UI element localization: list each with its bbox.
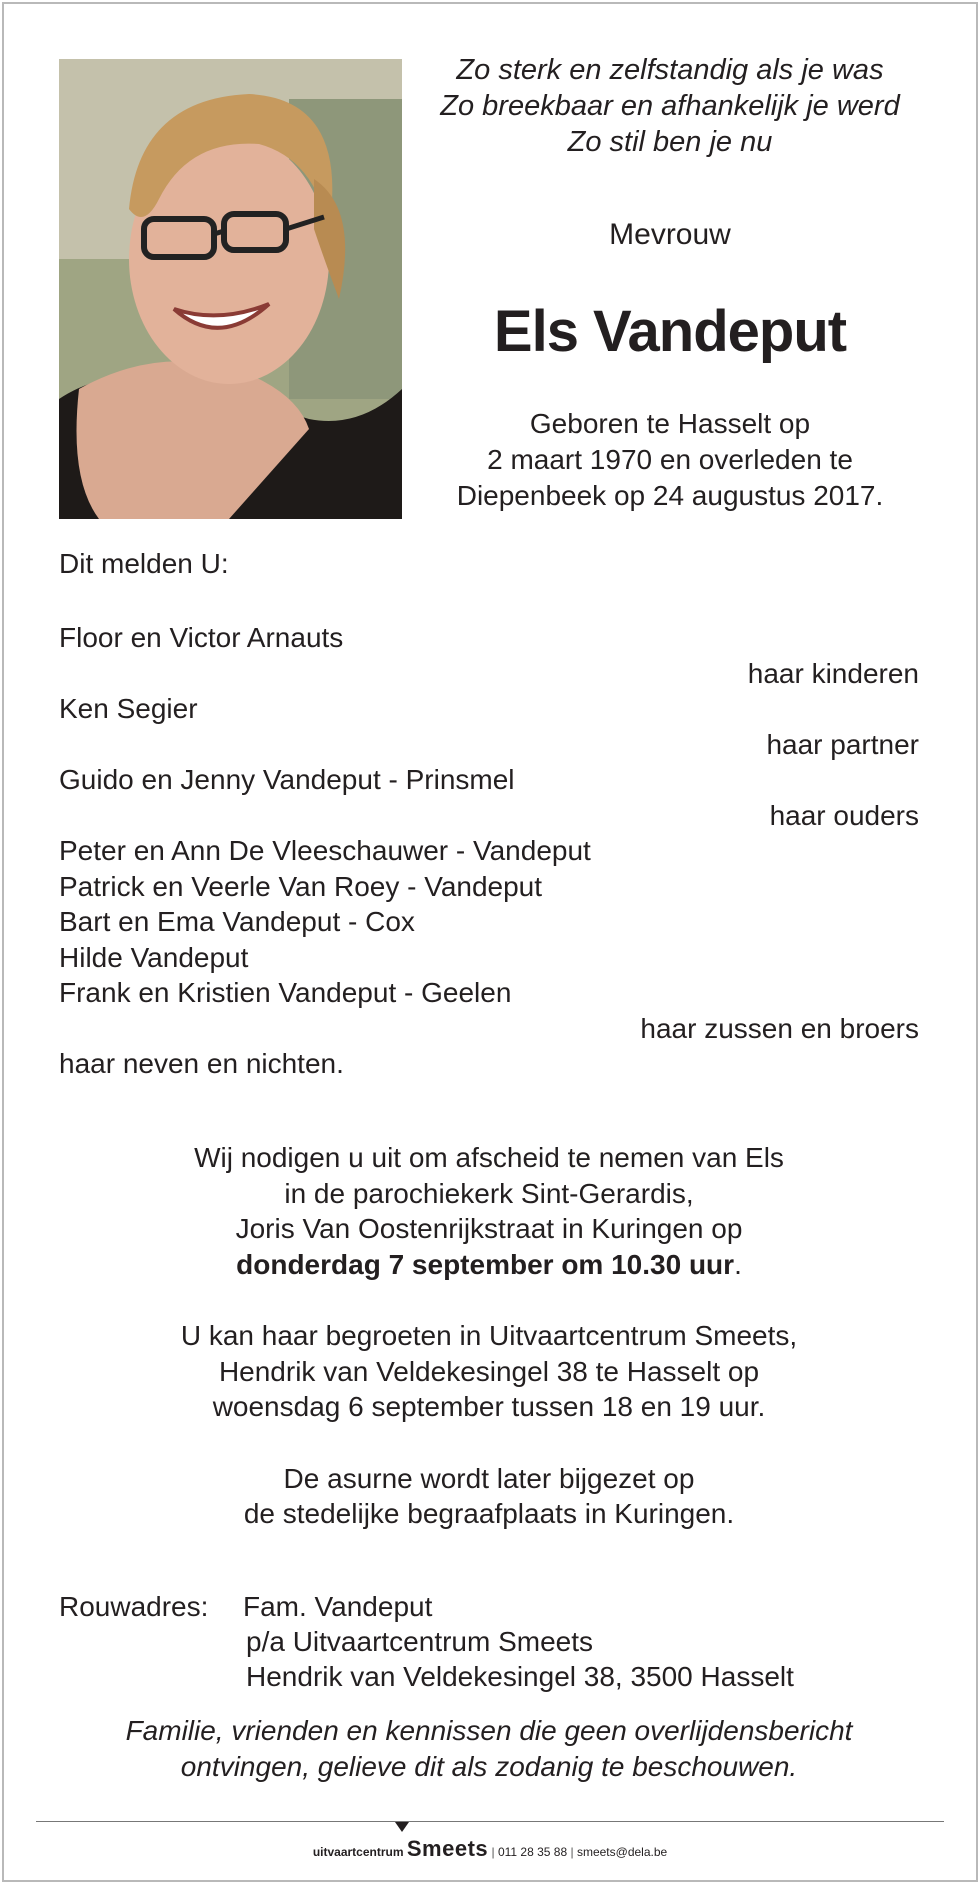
greeting-line: woensdag 6 september tussen 18 en 19 uur. (212, 1391, 766, 1422)
ceremony-date-suffix: . (734, 1248, 742, 1280)
invite-line: Joris Van Oostenrijkstraat in Kuringen op (235, 1213, 743, 1244)
urn-line: de stedelijke begraafplaats in Kuringen. (243, 1498, 735, 1529)
family-sibling: Patrick en Veerle Van Roey - Vandeput (59, 870, 543, 902)
family-parents-names: Guido en Jenny Vandeput - Prinsmel (59, 764, 515, 795)
footer-separator: | (491, 1845, 495, 1859)
footer-divider (36, 1821, 944, 1822)
footer-marker-icon (395, 1822, 409, 1832)
family-cousins: haar neven en nichten. (59, 1048, 344, 1079)
family-children-names: Floor en Victor Arnauts (59, 622, 344, 653)
closing-note (59, 1713, 919, 1785)
family-children-relation: haar kinderen (747, 657, 919, 689)
brand-name: Smeets (406, 1836, 489, 1861)
honorific: Mevrouw (609, 218, 731, 251)
greeting-line: Hendrik van Veldekesingel 38 te Hasselt op (218, 1355, 760, 1387)
ceremony-date-bold: donderdag 7 september om 10.30 uur (236, 1248, 735, 1280)
brand-prefix: uitvaartcentrum (312, 1845, 404, 1859)
family-siblings-relation: haar zussen en broers (640, 1012, 919, 1044)
address-line: Fam. Vandeput (243, 1591, 433, 1622)
mourning-address (59, 1589, 794, 1694)
invite-block (59, 1140, 919, 1282)
poem-line: Zo stil ben je nu (567, 126, 773, 158)
poem-line: Zo sterk en zelfstandig als je was (456, 54, 884, 86)
family-sibling: Hilde Vandeput (59, 941, 249, 973)
announce-heading: Dit melden U: (59, 548, 229, 579)
invite-line: Wij nodigen u uit om afscheid te nemen van Els (194, 1142, 784, 1173)
birth-line: 2 maart 1970 en overleden te (487, 444, 853, 475)
greeting-line: U kan haar begroeten in Uitvaartcentrum Smeets, (180, 1320, 798, 1351)
family-partner-relation: haar partner (766, 728, 919, 760)
closing-line: ontvingen, gelieve dit als zodanig te beschouwen. (180, 1751, 798, 1782)
address-line: p/a Uitvaartcentrum Smeets (246, 1626, 594, 1657)
deceased-name: Els Vandeput (493, 299, 847, 364)
portrait-photo (59, 59, 402, 519)
footer-phone: 011 28 35 88 (497, 1845, 568, 1859)
footer-email: smeets@dela.be (576, 1845, 668, 1859)
address-line: Hendrik van Veldekesingel 38, 3500 Hasselt (246, 1661, 794, 1692)
family-parents-relation: haar ouders (769, 799, 919, 831)
greeting-block (59, 1318, 919, 1425)
poem (400, 52, 940, 160)
birth-death-info (400, 406, 940, 514)
family-partner-name: Ken Segier (59, 693, 198, 724)
address-label: Rouwadres: (59, 1591, 209, 1622)
poem-line: Zo breekbaar en afhankelijk je werd (440, 90, 900, 122)
family-sibling: Bart en Ema Vandeput - Cox (59, 906, 415, 937)
portrait-illustration (59, 59, 402, 519)
family-sibling: Frank en Kristien Vandeput - Geelen (59, 977, 512, 1008)
invite-line: in de parochiekerk Sint-Gerardis, (284, 1177, 694, 1209)
urn-block (59, 1461, 919, 1532)
closing-line: Familie, vrienden en kennissen die geen overlijdensbericht (125, 1715, 853, 1746)
footer (0, 1836, 980, 1862)
family-list (59, 620, 919, 1082)
family-sibling: Peter en Ann De Vleeschauwer - Vandeput (59, 835, 591, 866)
birth-line: Geboren te Hasselt op (529, 408, 811, 439)
birth-line: Diepenbeek op 24 augustus 2017. (456, 480, 884, 511)
urn-line: De asurne wordt later bijgezet op (283, 1462, 695, 1494)
footer-separator: | (570, 1845, 574, 1859)
ceremony-date (59, 1247, 919, 1283)
ceremony-info (59, 1140, 919, 1568)
